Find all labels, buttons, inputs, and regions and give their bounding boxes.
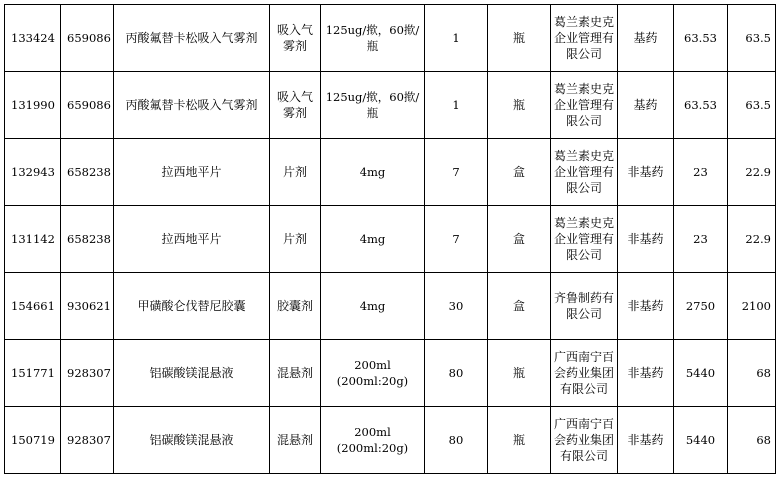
category-cell: 非基药 xyxy=(618,340,674,407)
specification-cell: 4mg xyxy=(321,139,425,206)
table-row xyxy=(5,340,776,407)
dosage-form-cell: 吸入气雾剂 xyxy=(270,5,321,72)
specification-cell: 4mg xyxy=(321,273,425,340)
drug-code-cell: 151771 xyxy=(5,340,61,407)
unit-cell: 瓶 xyxy=(488,72,551,139)
specification-cell: 125ug/揿，60揿/瓶 xyxy=(321,72,425,139)
price-cell: 5440 xyxy=(674,407,728,474)
unit-price-cell: 63.5 xyxy=(728,72,776,139)
dosage-form-cell: 胶囊剂 xyxy=(270,273,321,340)
quantity-cell: 7 xyxy=(425,139,488,206)
category-cell: 非基药 xyxy=(618,206,674,273)
manufacturer-cell: 葛兰素史克企业管理有限公司 xyxy=(551,72,618,139)
catalog-id-cell: 928307 xyxy=(61,340,114,407)
unit-cell: 瓶 xyxy=(488,340,551,407)
drug-name-cell: 丙酸氟替卡松吸入气雾剂 xyxy=(114,5,270,72)
drug-code-cell: 131142 xyxy=(5,206,61,273)
catalog-id-cell: 659086 xyxy=(61,5,114,72)
table-row xyxy=(5,206,776,273)
table-row xyxy=(5,273,776,340)
manufacturer-cell: 葛兰素史克企业管理有限公司 xyxy=(551,206,618,273)
dosage-form-cell: 片剂 xyxy=(270,206,321,273)
manufacturer-cell: 葛兰素史克企业管理有限公司 xyxy=(551,139,618,206)
catalog-id-cell: 930621 xyxy=(61,273,114,340)
drug-code-cell: 131990 xyxy=(5,72,61,139)
catalog-id-cell: 658238 xyxy=(61,139,114,206)
drug-name-cell: 甲磺酸仑伐替尼胶囊 xyxy=(114,273,270,340)
unit-cell: 瓶 xyxy=(488,407,551,474)
unit-price-cell: 22.9 xyxy=(728,206,776,273)
price-cell: 2750 xyxy=(674,273,728,340)
catalog-id-cell: 658238 xyxy=(61,206,114,273)
dosage-form-cell: 混悬剂 xyxy=(270,407,321,474)
price-cell: 23 xyxy=(674,139,728,206)
quantity-cell: 1 xyxy=(425,5,488,72)
quantity-cell: 30 xyxy=(425,273,488,340)
drug-code-cell: 133424 xyxy=(5,5,61,72)
price-cell: 23 xyxy=(674,206,728,273)
price-cell: 5440 xyxy=(674,340,728,407)
unit-price-cell: 22.9 xyxy=(728,139,776,206)
category-cell: 基药 xyxy=(618,5,674,72)
unit-price-cell: 63.5 xyxy=(728,5,776,72)
table-body xyxy=(5,5,776,474)
unit-cell: 瓶 xyxy=(488,5,551,72)
unit-cell: 盒 xyxy=(488,206,551,273)
drug-code-cell: 132943 xyxy=(5,139,61,206)
manufacturer-cell: 葛兰素史克企业管理有限公司 xyxy=(551,5,618,72)
drug-code-cell: 154661 xyxy=(5,273,61,340)
manufacturer-cell: 广西南宁百会药业集团有限公司 xyxy=(551,407,618,474)
category-cell: 非基药 xyxy=(618,273,674,340)
drug-price-table xyxy=(4,4,776,474)
specification-cell: 4mg xyxy=(321,206,425,273)
unit-price-cell: 68 xyxy=(728,340,776,407)
unit-cell: 盒 xyxy=(488,273,551,340)
drug-name-cell: 拉西地平片 xyxy=(114,206,270,273)
specification-cell: 200ml (200ml:20g) xyxy=(321,407,425,474)
unit-cell: 盒 xyxy=(488,139,551,206)
dosage-form-cell: 片剂 xyxy=(270,139,321,206)
category-cell: 非基药 xyxy=(618,139,674,206)
table-row xyxy=(5,407,776,474)
drug-code-cell: 150719 xyxy=(5,407,61,474)
category-cell: 基药 xyxy=(618,72,674,139)
manufacturer-cell: 齐鲁制药有限公司 xyxy=(551,273,618,340)
quantity-cell: 80 xyxy=(425,340,488,407)
dosage-form-cell: 吸入气雾剂 xyxy=(270,72,321,139)
specification-cell: 125ug/揿，60揿/瓶 xyxy=(321,5,425,72)
drug-name-cell: 铝碳酸镁混悬液 xyxy=(114,340,270,407)
drug-name-cell: 丙酸氟替卡松吸入气雾剂 xyxy=(114,72,270,139)
table-row xyxy=(5,5,776,72)
quantity-cell: 1 xyxy=(425,72,488,139)
price-cell: 63.53 xyxy=(674,5,728,72)
catalog-id-cell: 659086 xyxy=(61,72,114,139)
quantity-cell: 80 xyxy=(425,407,488,474)
price-cell: 63.53 xyxy=(674,72,728,139)
drug-name-cell: 拉西地平片 xyxy=(114,139,270,206)
specification-cell: 200ml (200ml:20g) xyxy=(321,340,425,407)
table-row xyxy=(5,139,776,206)
category-cell: 非基药 xyxy=(618,407,674,474)
unit-price-cell: 68 xyxy=(728,407,776,474)
table-row xyxy=(5,72,776,139)
catalog-id-cell: 928307 xyxy=(61,407,114,474)
dosage-form-cell: 混悬剂 xyxy=(270,340,321,407)
quantity-cell: 7 xyxy=(425,206,488,273)
manufacturer-cell: 广西南宁百会药业集团有限公司 xyxy=(551,340,618,407)
unit-price-cell: 2100 xyxy=(728,273,776,340)
drug-name-cell: 铝碳酸镁混悬液 xyxy=(114,407,270,474)
